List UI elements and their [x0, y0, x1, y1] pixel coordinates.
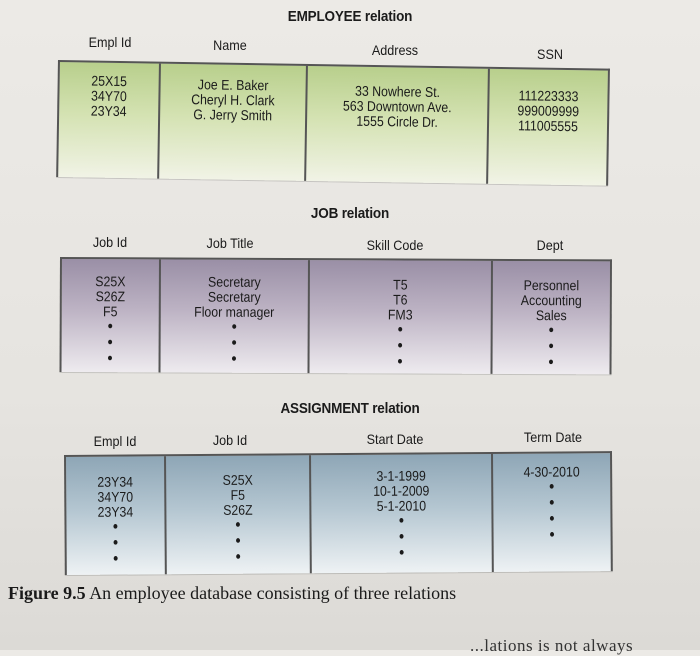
figure-label: Figure 9.5	[8, 583, 86, 603]
job-header-job-id: Job Id	[92, 234, 128, 250]
column-divider	[307, 260, 309, 373]
assignment-header-term-date: Term Date	[523, 429, 583, 445]
employee-address-column	[318, 83, 477, 130]
continuation-dot: •	[113, 534, 119, 552]
continuation-dot: •	[398, 512, 404, 530]
job-header-dept: Dept	[536, 237, 564, 253]
column-divider	[486, 69, 490, 184]
column-divider	[490, 261, 492, 374]
assignment-start-date-column	[322, 468, 481, 562]
employee-relation-title: EMPLOYEE relation	[287, 8, 413, 25]
cell: 111005555	[517, 117, 579, 135]
continuation-dot: •	[235, 532, 241, 550]
column-divider	[304, 66, 308, 181]
assignment-header-empl-id: Empl Id	[93, 433, 137, 449]
continuation-dot: •	[107, 318, 113, 336]
cell: S25X	[95, 273, 126, 290]
continuation-dot: •	[231, 350, 237, 368]
employee-header-name: Name	[213, 37, 247, 53]
job-skill-code-column	[320, 277, 480, 371]
figure-caption	[8, 583, 456, 604]
column-divider	[164, 456, 167, 574]
continuation-dot: •	[107, 334, 113, 352]
continuation-dot: •	[231, 334, 237, 352]
cell: 33 Nowhere St.	[354, 82, 441, 101]
cell: 25X15	[91, 72, 128, 90]
continuation-dot: •	[549, 526, 555, 544]
cell: Secretary	[207, 273, 261, 290]
job-table	[59, 257, 611, 374]
cell: T5	[393, 276, 408, 293]
assignment-header-start-date: Start Date	[366, 431, 424, 447]
continuation-dot: •	[548, 322, 554, 340]
cell: Floor manager	[194, 303, 275, 320]
employee-table	[56, 60, 610, 186]
cell: Cheryl H. Clark	[191, 91, 275, 109]
continuation-dot: •	[112, 518, 119, 536]
continuation-dot: •	[107, 350, 113, 368]
column-divider	[158, 259, 160, 372]
cell: FM3	[387, 306, 413, 323]
continuation-dot: •	[548, 354, 554, 372]
continuation-dot: •	[549, 478, 555, 496]
continuation-dot: •	[548, 338, 554, 356]
employee-header-empl-id: Empl Id	[88, 34, 132, 50]
continuation-dot: •	[113, 550, 119, 568]
job-dept-column	[500, 278, 603, 371]
cell: 23Y34	[90, 102, 127, 120]
cell: 10-1-2009	[373, 482, 430, 499]
continuation-dot: •	[235, 548, 241, 566]
job-title-column	[169, 274, 299, 368]
assignment-empl-id-column	[72, 474, 159, 568]
continuation-dot: •	[231, 318, 237, 336]
assignment-relation-title: ASSIGNMENT relation	[280, 400, 420, 417]
continuation-dot: •	[235, 516, 241, 534]
continuation-dot: •	[399, 528, 405, 546]
continuation-dot: •	[397, 321, 403, 339]
cell: 23Y34	[97, 503, 134, 520]
assignment-header-job-id: Job Id	[212, 432, 248, 448]
cell: 563 Downtown Ave.	[342, 97, 452, 116]
cell: G. Jerry Smith	[193, 106, 273, 124]
job-header-skill-code: Skill Code	[366, 237, 424, 253]
cell: F5	[230, 486, 246, 503]
cell: 34Y70	[91, 87, 127, 105]
employee-ssn-column	[496, 88, 601, 135]
employee-header-ssn: SSN	[537, 46, 563, 62]
job-job-id-column	[67, 274, 153, 367]
cell: 34Y70	[97, 488, 134, 505]
continuation-dot: •	[397, 337, 403, 355]
cell: F5	[103, 303, 118, 320]
cell: S26Z	[223, 501, 253, 518]
cell: Personnel	[523, 277, 580, 294]
cell: 5-1-2010	[376, 497, 427, 514]
cell: Sales	[535, 307, 567, 324]
cropped-body-text: ...lations is not always	[470, 636, 634, 655]
cell: S26Z	[95, 288, 126, 305]
cell: Joe E. Baker	[197, 76, 269, 94]
figure-caption-text: An employee database consisting of three relations	[89, 583, 457, 603]
cell: 3-1-1999	[376, 467, 426, 484]
column-divider	[491, 454, 494, 572]
column-divider	[157, 64, 161, 179]
cell: 111223333	[518, 87, 579, 105]
cell: S25X	[222, 471, 253, 488]
assignment-job-id-column	[175, 472, 301, 566]
continuation-dot: •	[549, 494, 555, 512]
cell: Secretary	[207, 288, 261, 305]
assignment-term-date-column	[500, 464, 604, 544]
column-divider	[309, 455, 312, 573]
employee-header-address: Address	[371, 42, 419, 58]
job-header-job-title: Job Title	[206, 235, 254, 251]
cell: 999009999	[517, 102, 580, 120]
employee-name-column	[169, 77, 297, 124]
cell: 23Y34	[97, 473, 134, 490]
cell: T6	[393, 291, 408, 308]
employee-empl-id-column	[65, 73, 153, 119]
continuation-dot: •	[399, 544, 405, 562]
cell: 4-30-2010	[523, 463, 580, 480]
cell: 1555 Circle Dr.	[356, 112, 438, 130]
continuation-dot: •	[397, 353, 403, 371]
cell: Accounting	[520, 292, 582, 309]
job-relation-title: JOB relation	[310, 205, 390, 222]
continuation-dot: •	[549, 510, 555, 528]
assignment-table	[64, 451, 613, 575]
